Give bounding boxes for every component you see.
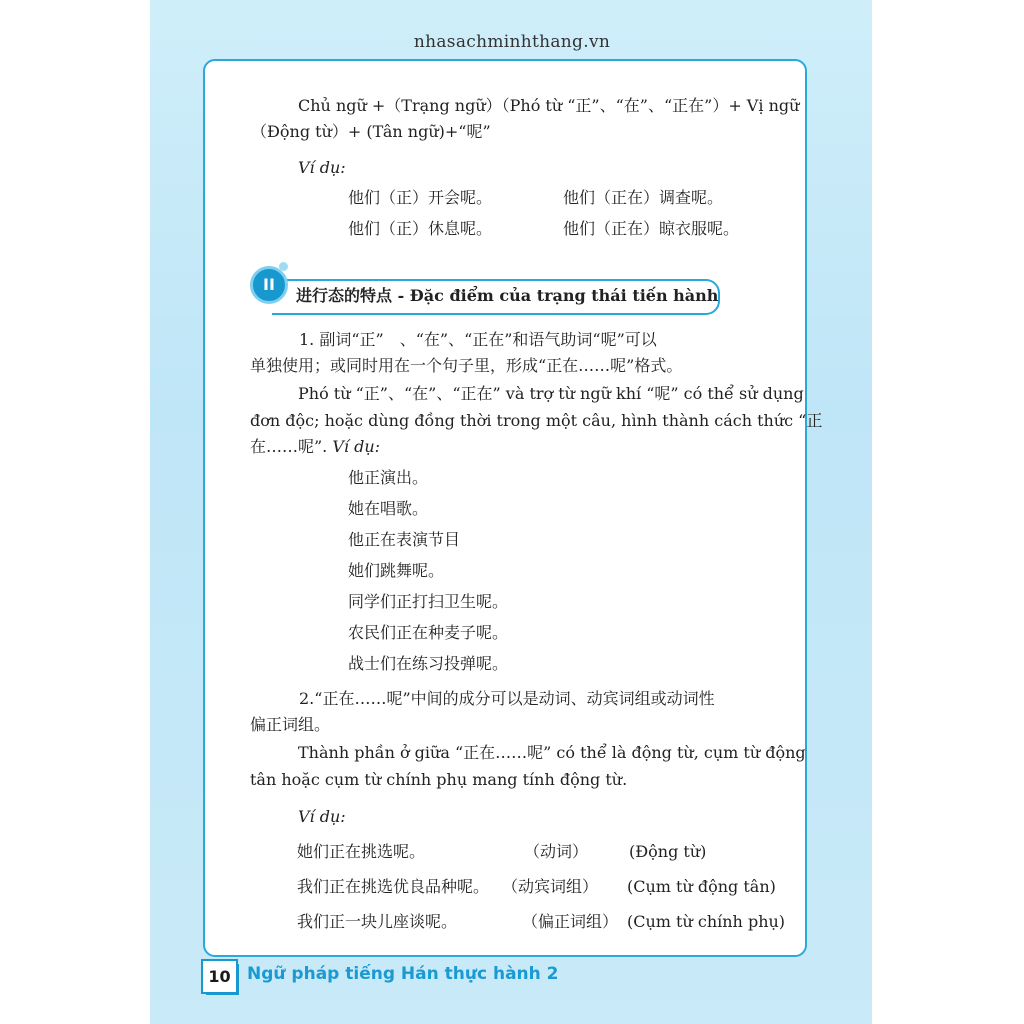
point-1-cn-line-2: 单独使用；或同时用在一个句子里，形成“正在……呢”格式。 xyxy=(250,356,683,375)
point-2-cn-line-2: 偏正词组。 xyxy=(250,715,331,734)
point-1-vi-line-3: 在……呢”. Ví dụ: xyxy=(250,437,381,456)
example-label: Ví dụ: xyxy=(298,807,346,826)
formula-line-2: （Động từ）+ (Tân ngữ)+“呢” xyxy=(251,122,491,141)
example-left: 他们（正）休息呢。 xyxy=(348,219,493,238)
example-right: 他们（正在）晾衣服呢。 xyxy=(563,219,740,238)
example-sentence: 他正在表演节目 xyxy=(348,530,461,549)
example-sentence: 她们正在挑选呢。 xyxy=(297,842,426,861)
book-title: Ngữ pháp tiếng Hán thực hành 2 xyxy=(247,964,559,984)
example-sentence: 我们正一块儿座谈呢。 xyxy=(297,912,458,931)
point-1-vi-line-1: Phó từ “正”、“在”、“正在” và trợ từ ngữ khí “呢” có thể sử dụng xyxy=(298,384,804,403)
page-number: 10 xyxy=(201,959,238,994)
example-label: Ví dụ: xyxy=(298,158,346,177)
section-title: 进行态的特点 - Đặc điểm của trạng thái tiến hành xyxy=(296,286,719,305)
example-sentence: 我们正在挑选优良品种呢。 xyxy=(297,877,490,896)
example-cn-category: （偏正词组） xyxy=(522,912,619,931)
watermark: nhasachminhthang.vn xyxy=(413,32,611,52)
example-vi-category: (Cụm từ động tân) xyxy=(627,877,776,896)
point-2-vi-line-2: tân hoặc cụm từ chính phụ mang tính động từ. xyxy=(250,770,628,789)
example-sentence: 他正演出。 xyxy=(348,468,429,487)
example-vi-category: (Động từ) xyxy=(629,842,707,861)
example-vi-category: (Cụm từ chính phụ) xyxy=(627,912,786,931)
section-number-badge: II xyxy=(250,266,288,304)
example-cn-category: （动词） xyxy=(524,842,589,861)
example-cn-category: （动宾词组） xyxy=(502,877,599,896)
example-right: 他们（正在）调查呢。 xyxy=(563,188,724,207)
example-sentence: 农民们正在种麦子呢。 xyxy=(348,623,509,642)
point-2-vi-line-1: Thành phần ở giữa “正在……呢” có thể là động từ, cụm từ động xyxy=(298,743,806,762)
example-sentence: 她们跳舞呢。 xyxy=(348,561,445,580)
point-2-cn-line-1: 2.“正在……呢”中间的成分可以是动词、动宾词组或动词性 xyxy=(299,689,715,708)
formula-line-1: Chủ ngữ +（Trạng ngữ）（Phó từ “正”、“在”、“正在”）+ Vị ngữ xyxy=(298,96,800,115)
point-1-vi-line-2: đơn độc; hoặc dùng đồng thời trong một câu, hình thành cách thức “正 xyxy=(250,411,823,430)
example-sentence: 同学们正打扫卫生呢。 xyxy=(348,592,509,611)
example-sentence: 她在唱歌。 xyxy=(348,499,429,518)
example-left: 他们（正）开会呢。 xyxy=(348,188,493,207)
example-sentence: 战士们在练习投弹呢。 xyxy=(348,654,509,673)
point-1-cn-line-1: 1. 副词“正” 、“在”、“正在”和语气助词“呢”可以 xyxy=(299,330,657,349)
